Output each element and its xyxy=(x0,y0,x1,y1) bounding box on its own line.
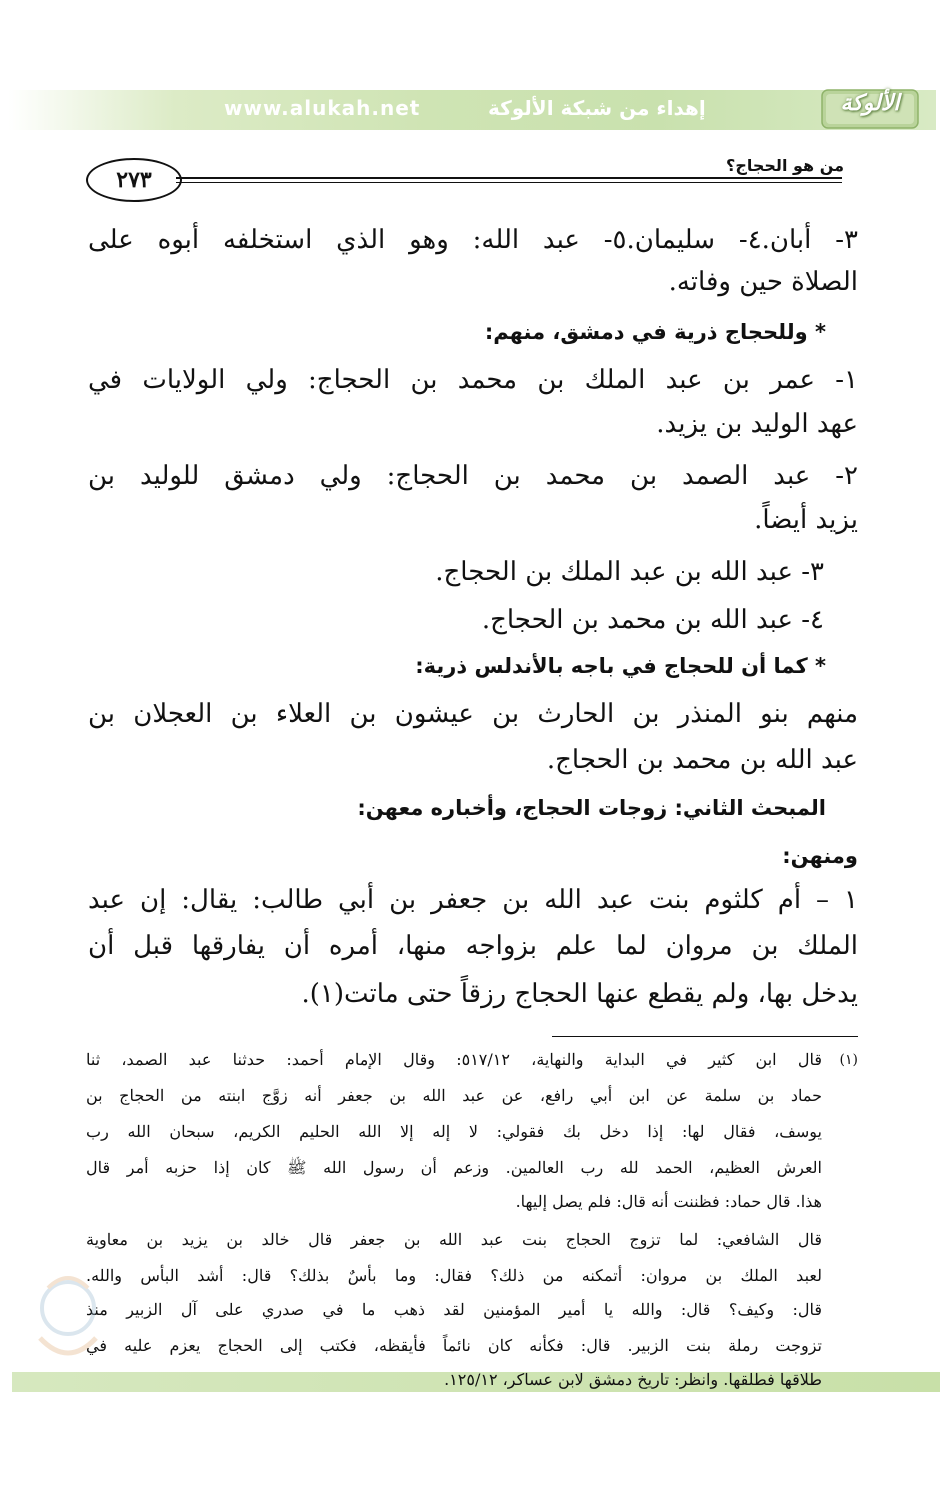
footnote-marker: (١) xyxy=(839,1052,858,1068)
logo-text: الألوكة xyxy=(840,90,900,116)
body-line: عهد الوليد بن يزيد. xyxy=(656,409,858,439)
running-header-title: من هو الحجاج؟ xyxy=(726,156,844,175)
body-line: ١ – أم كلثوم بنت عبد الله بن جعفر بن أبي طالب: يقال: إن عبد xyxy=(88,885,858,915)
footnote-line: هذا. قال حماد: فظننت أنه قال: فلم يصل إليها. xyxy=(515,1192,822,1211)
body-line: ٣- أبان.٤- سليمان.٥- عبد الله: وهو الذي استخلفه أبوه على xyxy=(88,225,858,255)
body-line: ٤- عبد الله بن محمد بن الحجاج. xyxy=(481,605,824,635)
body-line: يزيد أيضاً. xyxy=(754,505,858,535)
page-number: ٢٧٣ xyxy=(86,158,182,202)
footnote-line: يوسف، فقال لها: إذا دخل بك فقولي: لا إله إلا الله الحليم الكريم، سبحان الله رب xyxy=(86,1122,822,1141)
body-line: الملك بن مروان لما علم بزواجه منها، أمره أن يفارقها قبل أن xyxy=(88,931,858,961)
body-line: ١- عمر بن عبد الملك بن محمد بن الحجاج: ولي الولايات في xyxy=(88,365,858,395)
body-line: يدخل بها، ولم يقطع عنها الحجاج رزقاً حتى ماتت(١). xyxy=(301,979,858,1009)
section-heading: * كما أن للحجاج في باجه بالأندلس ذرية: xyxy=(415,654,826,678)
header-rule-thin xyxy=(176,182,842,183)
body-line: عبد الله بن محمد بن الحجاج. xyxy=(546,745,858,775)
footnote-line: لعبد الملك بن مروان: أتمكنه من ذلك؟ فقال: وما بأسٌ بذلك؟ قال: أشد البأس والله. xyxy=(86,1266,822,1285)
watermark-icon xyxy=(28,1268,108,1378)
footnote-line: تزوجت رملة بنت الزبير. قال: فكأنه كان نائماً فأيقظه، فكتب إلى الحجاج يعزم عليه في xyxy=(86,1336,822,1355)
site-url[interactable]: www.alukah.net xyxy=(224,96,421,120)
chapter-heading: المبحث الثاني: زوجات الحجاج، وأخباره معهن: xyxy=(357,796,826,820)
footnote-line: العرش العظيم، الحمد لله رب العالمين. وزعم أن رسول الله ﷺ كان إذا حزبه أمر قال xyxy=(86,1158,822,1177)
body-line: الصلاة حين وفاته. xyxy=(668,267,858,297)
footnote-line: قال الشافعي: لما تزوج الحجاج بنت عبد الله بن جعفر قال خالد بن يزيد بن معاوية xyxy=(86,1230,822,1249)
subheading: ومنهن: xyxy=(782,844,858,868)
header-rule xyxy=(176,177,842,179)
banner-gift-text: إهداء من شبكة الألوكة xyxy=(488,96,706,120)
footnote-line: حماد بن سلمة عن ابن أبي رافع، عن عبد الله بن جعفر أنه زوَّج ابنته من الحجاج بن xyxy=(86,1086,822,1105)
body-line: ٣- عبد الله بن عبد الملك بن الحجاج. xyxy=(435,557,824,587)
footnote-line: طلاقها فطلقها. وانظر: تاريخ دمشق لابن عساكر، ١٢٥/١٢. xyxy=(444,1370,822,1389)
body-line: منهم بنو المنذر بن الحارث بن عيشون بن العلاء بن العجلان بن xyxy=(88,699,858,729)
body-line: ٢- عبد الصمد بن محمد بن الحجاج: ولي دمشق للوليد بن xyxy=(88,461,858,491)
section-heading: * وللحجاج ذرية في دمشق، منهم: xyxy=(484,320,826,344)
site-banner xyxy=(8,90,936,130)
footnote-line: قال ابن كثير في البداية والنهاية، ٥١٧/١٢: وقال الإمام أحمد: حدثنا عبد الصمد، ثنا xyxy=(86,1050,823,1069)
footnote-separator xyxy=(552,1036,858,1037)
footnote-line: قال: وكيف؟ قال: والله يا أمير المؤمنين لقد ذهب ما في صدري على آل الزبير منذ xyxy=(86,1300,822,1319)
